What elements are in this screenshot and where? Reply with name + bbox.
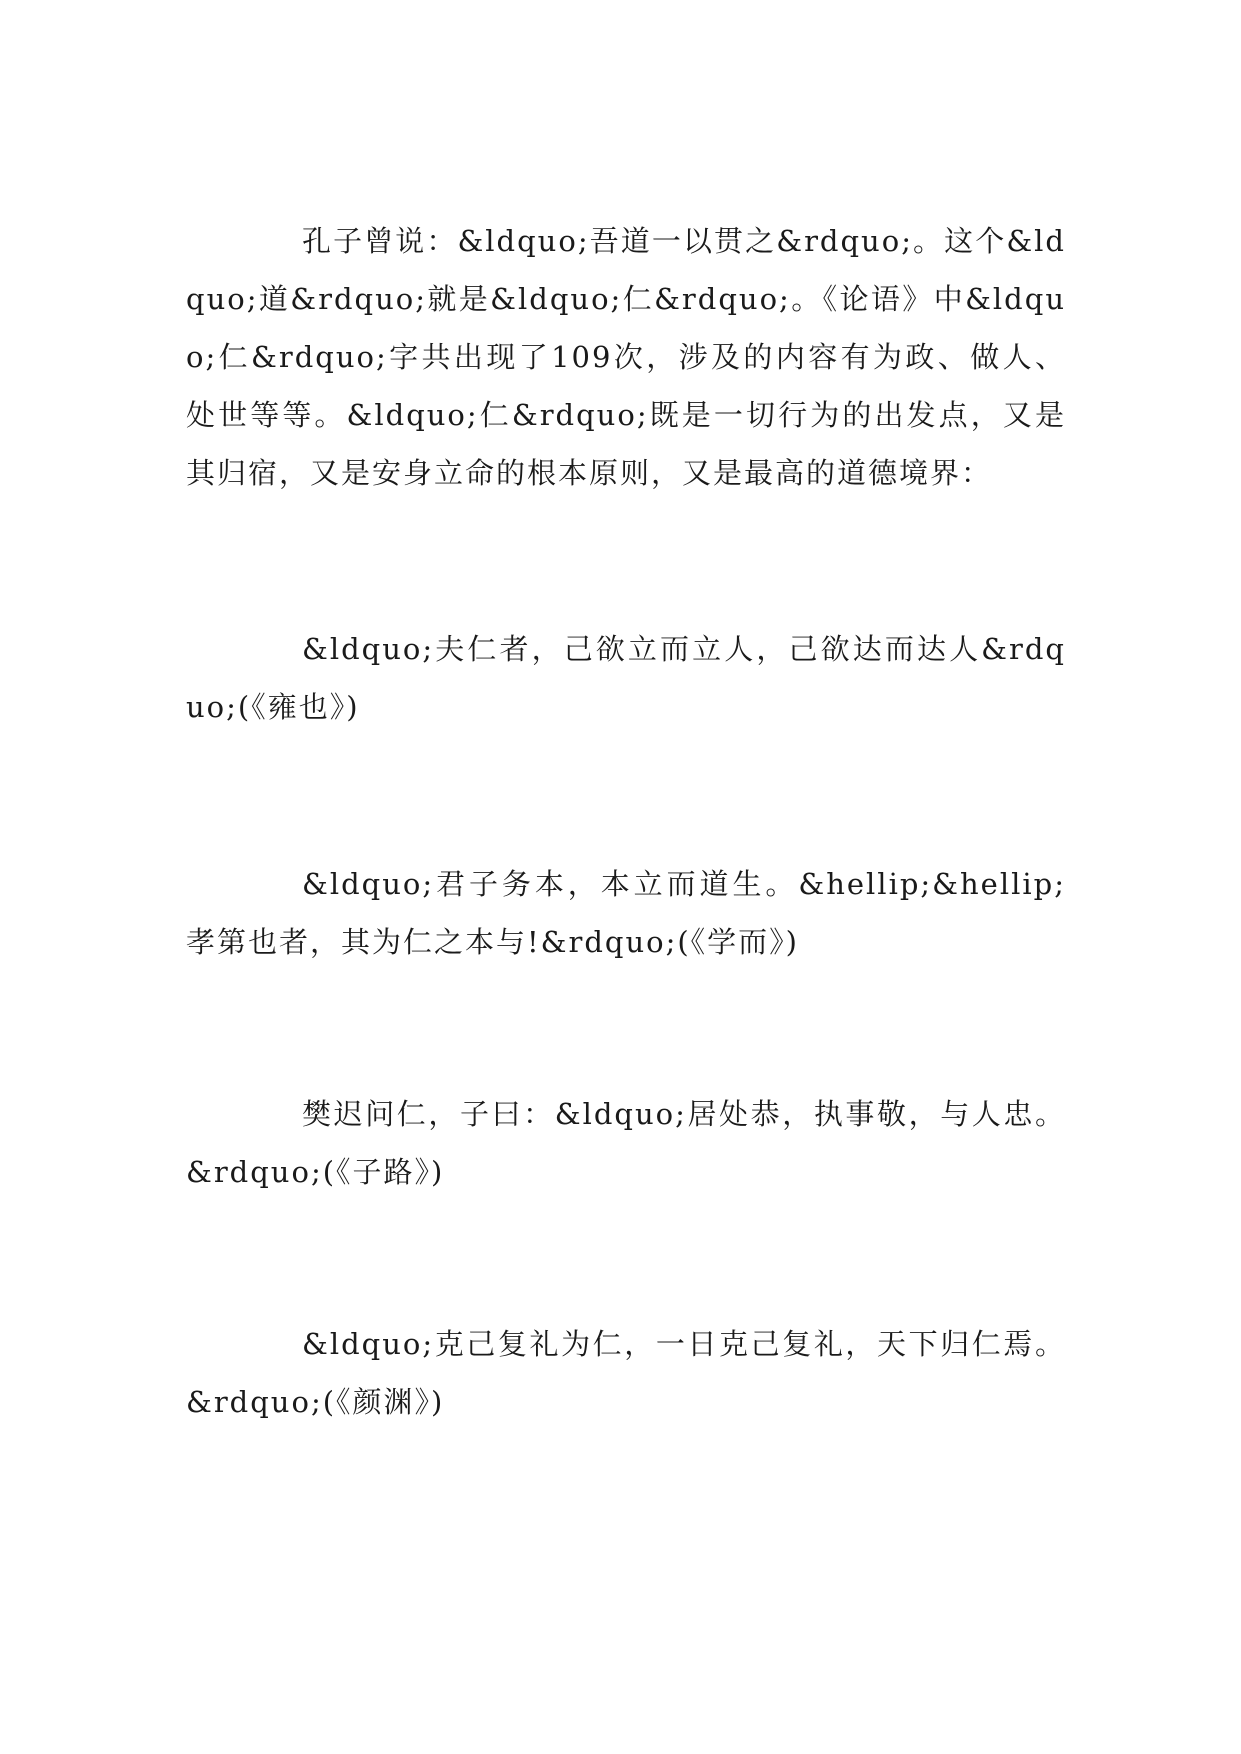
- quote-yanyuan: &ldquo;克己复礼为仁，一日克己复礼，天下归仁焉。&rdquo;(《颜渊》): [186, 1327, 1066, 1419]
- quote-zilu: 樊迟问仁，子曰：&ldquo;居处恭，执事敬，与人忠。&rdquo;(《子路》): [186, 1097, 1066, 1189]
- paragraph-intro: 孔子曾说：&ldquo;吾道一以贯之&rdquo;。这个&ldquo;道&rdquo;就是&ldquo;仁&rdquo;。《论语》中&ldquo;仁&rdquo;字共出现了109次，涉及的内容有为政、做人、处世等等。&ldquo;仁&rdquo;既是一切行为的出发点，又是其归宿，又是安身立命的根本原则，又是最高的道德境界：: [186, 224, 1066, 490]
- quote-xueer: &ldquo;君子务本，本立而道生。&hellip;&hellip;孝第也者，其为仁之本与!&rdquo;(《学而》): [186, 867, 1066, 959]
- quote-yongye: &ldquo;夫仁者，己欲立而立人，己欲达而达人&rdquo;(《雍也》): [186, 632, 1066, 724]
